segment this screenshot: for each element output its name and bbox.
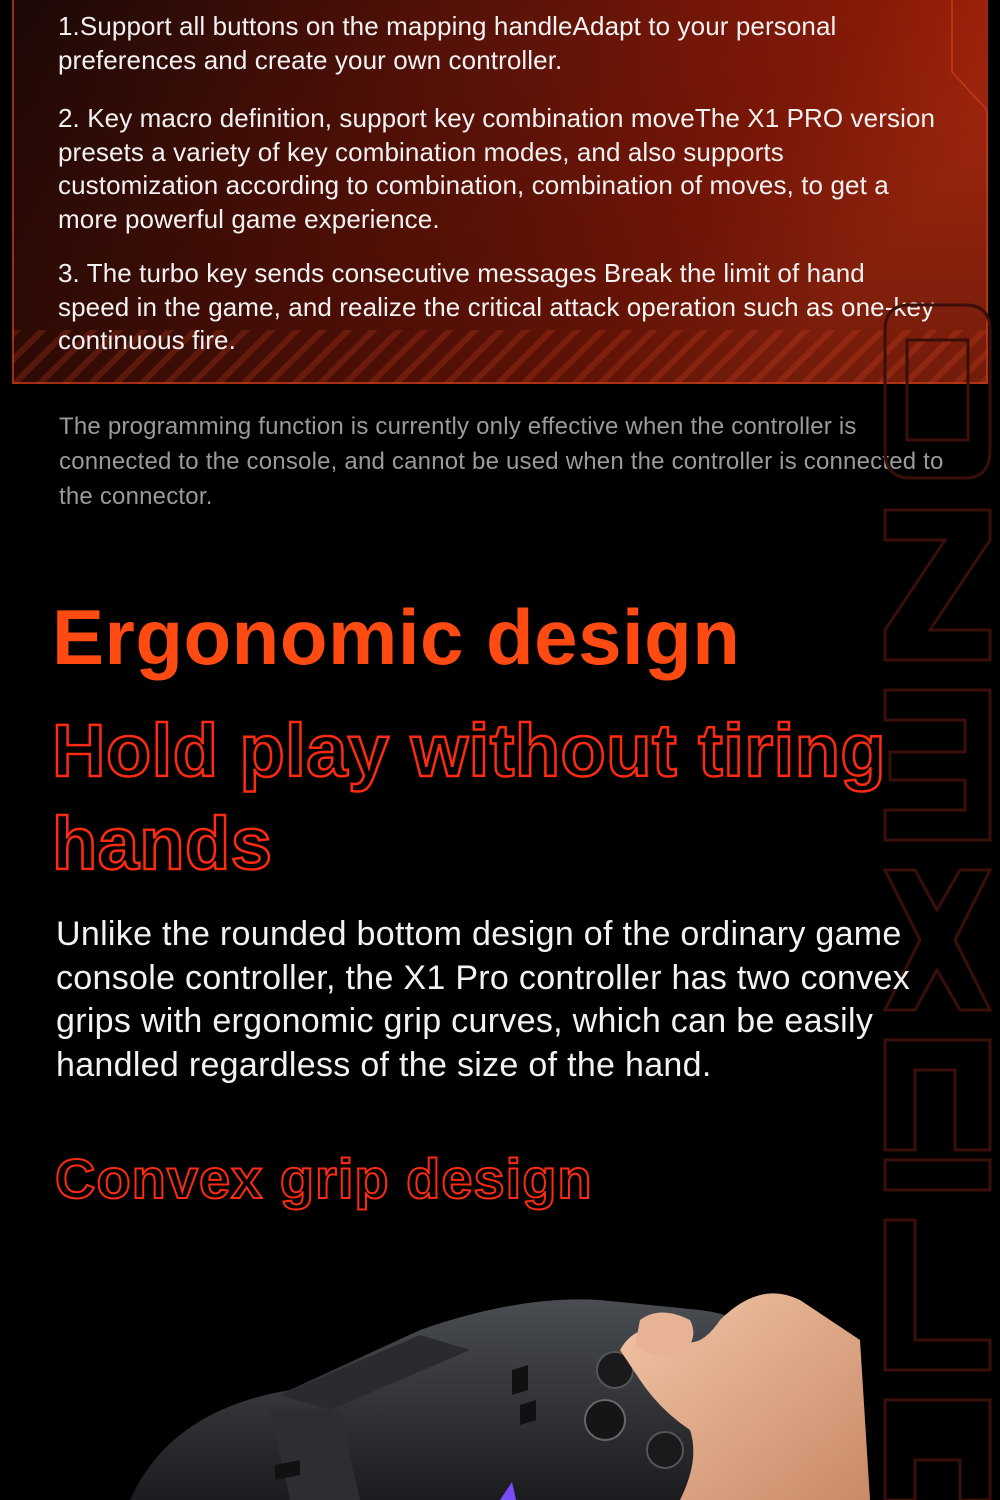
section-description: Unlike the rounded bottom design of the ordinary game console controller, the X1 Pro controller has two convex grips with ergonomic grip curves, which can be easily handled regardless of the size of the hand. xyxy=(56,915,911,1084)
face-button-icon xyxy=(585,1400,625,1440)
section-heading: Ergonomic design xyxy=(52,593,741,681)
face-button-icon xyxy=(647,1432,683,1468)
feature-item-1: 1.Support all buttons on the mapping handleAdapt to your personal preferences and create your own controller. xyxy=(58,11,837,75)
programming-note: The programming function is currently only effective when the controller is connected to the console, and cannot be used when the controller is connected to the connector. xyxy=(59,413,944,510)
feature-panel xyxy=(12,0,988,384)
feature-item-3: 3. The turbo key sends consecutive messages Break the limit of hand speed in the game, and realize the critical attack operation such as one-key continuous fire. xyxy=(58,258,935,355)
feature-title: Convex grip design xyxy=(55,1147,593,1210)
controller-photo xyxy=(0,1260,1000,1500)
feature-item-2: 2. Key macro definition, support key combination moveThe X1 PRO version presets a variety of key combination modes, and also supports customization according to combination, combination of moves, to get a more powerful game experience. xyxy=(58,103,936,234)
section-subheading: Hold play without tiring hands xyxy=(52,709,887,885)
